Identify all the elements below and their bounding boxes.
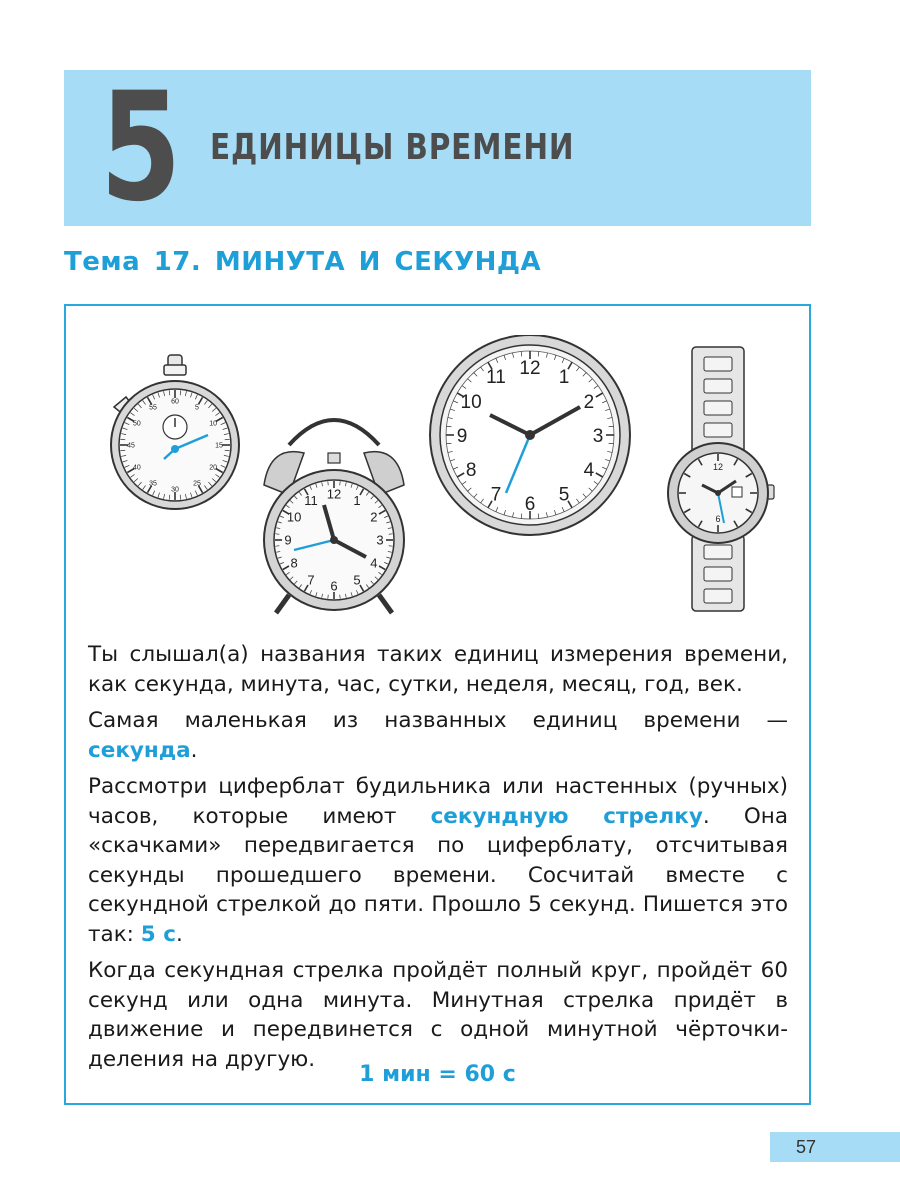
clock-numeral: 3 [376,532,384,548]
clock-numeral: 7 [490,484,502,506]
clock-numeral: 30 [171,486,179,494]
highlight-second: секунда [88,737,191,763]
clock-numeral: 45 [127,442,135,450]
clock-numeral: 6 [524,493,536,515]
clock-numeral: 15 [215,442,223,450]
clock-numeral: 25 [193,480,201,488]
clock-numeral: 5 [558,484,570,506]
highlight-second-hand: секундную стрелку [430,803,703,829]
watch-band-link [704,423,732,437]
clock-numeral: 12 [519,357,541,379]
clock-numeral: 5 [353,572,361,588]
paragraph-second-hand [88,772,788,949]
clock-numeral: 12 [712,462,724,473]
paragraph-text: Рассмотри циферблат будильника или настенных (ручных) часов, которые имеют [88,774,788,829]
paragraph-full-circle: Когда секундная стрелка пройдёт полный круг, пройдёт 60 секунд или одна минута. Минутная стрелка придёт в движение и передвинется с одной минутной чёрточки-деления на другую. [88,958,788,1072]
clock-numeral: 40 [132,464,141,472]
clock-numeral: 1 [353,492,361,508]
clock-numeral: 2 [370,509,378,525]
clock-numeral: 2 [583,391,595,413]
clock-numeral: 35 [149,480,157,488]
watch-band-link [704,379,732,393]
clock-numeral: 10 [209,420,218,428]
clock-numeral: 8 [465,459,477,481]
watch-band-link [704,545,732,559]
wall-clock-icon [430,335,630,535]
highlight-five-seconds: 5 с [140,921,176,947]
clock-numeral: 11 [304,492,318,508]
paragraph-text: . [175,921,183,947]
watch-band-link [704,589,732,603]
watch-band-link [704,401,732,415]
clock-numeral: 1 [558,366,570,388]
watch-band-link [704,357,732,371]
formula: 1 мин = 60 с [359,1062,516,1087]
clocks-illustration [104,335,784,620]
wristwatch-icon [668,347,774,611]
chapter-number: 5 [100,61,182,235]
watch-band-link [704,567,732,581]
text-block [88,640,788,1081]
clock-numeral: 10 [460,391,482,413]
clock-numeral: 12 [326,486,342,502]
clock-numeral: 9 [284,532,292,548]
paragraph-text: . Она «скачками» передвигается по циферблату, отсчитывая секунды прошедшего времени. Сосчитай вместе с секундной стрелкой до пяти. Прошло 5 секунд. Пишется это так: [88,803,788,947]
clock-numeral: 6 [715,514,721,525]
clock-numeral: 9 [456,425,468,447]
clock-numeral: 50 [132,420,141,428]
clock-numeral: 55 [149,404,157,412]
clock-numeral: 6 [330,578,338,594]
alarm-clock-icon [264,420,404,613]
chapter-title: ЕДИНИЦЫ ВРЕМЕНИ [210,127,575,168]
clock-numeral: 11 [486,366,506,388]
paragraph-units-list: Ты слышал(а) названия таких единиц измерения времени, как секунда, минута, час, сутки, неделя, месяц, год, век. [88,642,788,697]
page-number: 57 [796,1137,817,1157]
clock-numeral: 7 [307,572,315,588]
clock-numeral: 8 [290,555,298,571]
stopwatch-icon [111,355,239,509]
topic-heading: Тема 17. МИНУТА И СЕКУНДА [64,247,542,277]
paragraph-text: . [190,737,198,763]
clock-numeral: 5 [195,404,199,412]
paragraph-text: Самая маленькая из названных единиц времени — [88,708,788,733]
clock-numeral: 20 [209,464,218,472]
paragraph-smallest-unit [88,706,788,765]
clock-numeral: 10 [286,509,302,525]
clock-numeral: 4 [583,459,595,481]
clock-numeral: 3 [592,425,604,447]
clock-numeral: 4 [370,555,378,571]
page-number-bar [770,1132,900,1162]
clock-numeral: 60 [171,398,179,406]
